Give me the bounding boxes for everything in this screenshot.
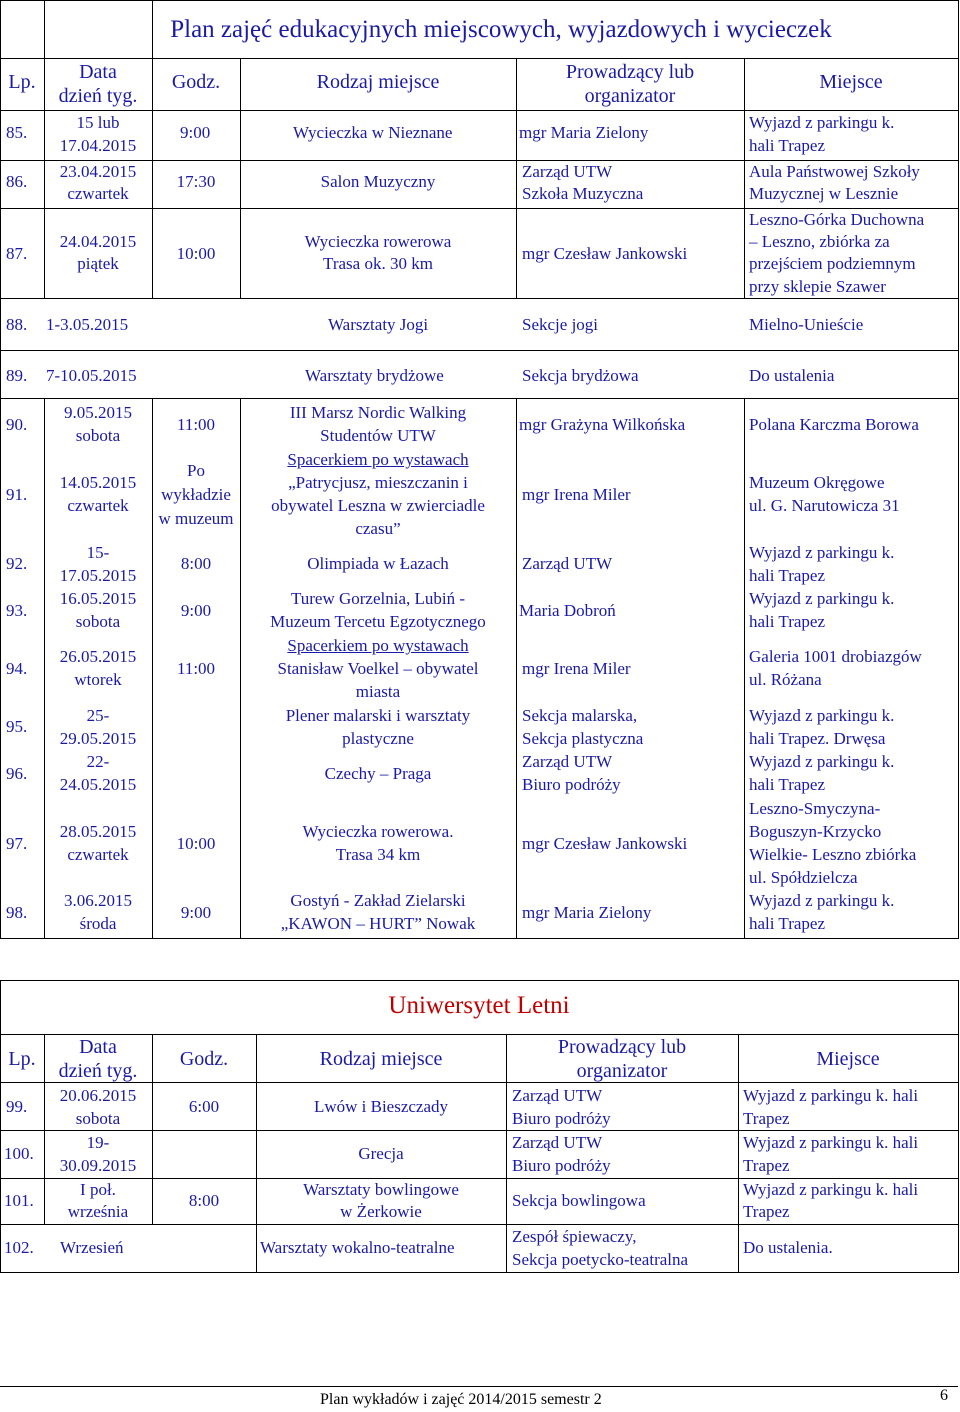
row-90-day: sobota (75, 426, 121, 445)
header-lp: Lp. (8, 71, 36, 93)
row-92-type: Olimpiada w Łazach (307, 554, 449, 573)
row-98-leader: mgr Maria Zielony (522, 903, 652, 922)
row-91-type-4: czasu” (355, 519, 401, 538)
row-93-date: 16.05.2015 (59, 589, 137, 608)
row-97-place: Leszno-Smyczyna- (749, 799, 881, 818)
summer-university-title: Uniwersytet Letni (388, 992, 570, 1019)
row-102-date: Wrzesień (60, 1238, 124, 1257)
row-94-place-2: ul. Różana (749, 670, 822, 689)
row-100-lp: 100. (4, 1144, 34, 1163)
row-102-place: Do ustalenia. (743, 1238, 833, 1257)
row-92-lp: 92. (6, 554, 28, 573)
row-100-place: Wyjazd z parkingu k. hali (743, 1133, 919, 1152)
header2-miejsce: Miejsce (816, 1048, 880, 1070)
row-92-time: 8:00 (180, 554, 212, 573)
row-86-lp: 86. (6, 172, 28, 191)
row-88-lp: 88. (6, 315, 28, 334)
row-99-date: 20.06.2015 (59, 1086, 137, 1105)
header2-day: dzień tyg. (58, 1060, 138, 1082)
header2-prowadzacy: Prowadzący lub (557, 1036, 687, 1058)
row-87-place: Leszno-Górka Duchowna (749, 210, 925, 229)
row-91-leader: mgr Irena Miler (522, 485, 631, 504)
row-91-type-2: „Patrycjusz, mieszczanin i (288, 473, 468, 492)
row-88-place: Mielno-Unieście (749, 315, 864, 334)
row-87-place-4: przy sklepie Szawer (749, 277, 886, 296)
row-91-time-3: w muzeum (158, 509, 234, 528)
row-86-place: Aula Państwowej Szkoły (749, 162, 920, 181)
row-86-leader: Zarząd UTW (522, 162, 613, 181)
row-100-leader-2: Biuro podróży (512, 1156, 611, 1175)
row-85-leader: mgr Maria Zielony (519, 123, 649, 142)
row-97-date: 28.05.2015 (59, 822, 137, 841)
page-number: 6 (940, 1387, 948, 1404)
row-95-type: Plener malarski i warsztaty (285, 706, 471, 725)
header-day: dzień tyg. (58, 85, 138, 107)
row-87-date: 24.04.2015 (59, 232, 137, 251)
row-92-place-2: hali Trapez (749, 566, 826, 585)
row-96-lp: 96. (6, 764, 28, 783)
row-87-place-3: przejściem podziemnym (749, 254, 916, 273)
row-85-lp: 85. (6, 123, 28, 142)
row-88-type: Warsztaty Jogi (328, 315, 429, 334)
row-90-leader: mgr Grażyna Wilkońska (519, 415, 686, 434)
row-96-date: 22- (86, 752, 110, 771)
row-102-lp: 102. (4, 1238, 34, 1257)
row-99-leader: Zarząd UTW (512, 1086, 603, 1105)
row-90-place: Polana Karczma Borowa (749, 415, 919, 434)
row-91-place: Muzeum Okręgowe (749, 473, 885, 492)
row-95-place-2: hali Trapez. Drwęsa (749, 729, 886, 748)
row-101-type-2: w Żerkowie (340, 1202, 422, 1221)
row-97-place-2: Boguszyn-Krzycko (749, 822, 882, 841)
row-95-leader: Sekcja malarska, (522, 706, 638, 725)
row-89-leader: Sekcja brydżowa (522, 366, 639, 385)
row-102-leader-2: Sekcja poetycko-teatralna (512, 1250, 689, 1269)
row-100-place-2: Trapez (743, 1156, 790, 1175)
row-94-date: 26.05.2015 (59, 647, 137, 666)
row-93-time: 9:00 (180, 601, 212, 620)
row-98-lp: 98. (6, 903, 28, 922)
row-94-leader: mgr Irena Miler (522, 659, 631, 678)
row-85-date: 15 lub (76, 113, 120, 132)
row-93-type: Turew Gorzelnia, Lubiń - (290, 589, 466, 608)
row-94-lp: 94. (6, 659, 28, 678)
row-99-place: Wyjazd z parkingu k. hali (743, 1086, 919, 1105)
row-98-place: Wyjazd z parkingu k. (749, 891, 895, 910)
row-94-type-3: miasta (355, 682, 401, 701)
row-88-date: 1-3.05.2015 (46, 315, 129, 334)
row-91-day: czwartek (67, 496, 129, 515)
row-95-date: 25- (86, 706, 110, 725)
row-101-date-2: września (67, 1202, 129, 1221)
row-101-place-2: Trapez (743, 1202, 790, 1221)
row-98-type: Gostyń - Zakład Zielarski (290, 891, 466, 910)
row-87-lp: 87. (6, 244, 28, 263)
row-86-date: 23.04.2015 (59, 162, 137, 181)
row-92-date: 15- (86, 543, 110, 562)
row-94-time: 11:00 (176, 659, 216, 678)
row-89-place: Do ustalenia (749, 366, 835, 385)
header2-organizator: organizator (576, 1060, 668, 1082)
row-86-leader-2: Szkoła Muzyczna (522, 184, 644, 203)
row-90-type-2: Studentów UTW (320, 426, 436, 445)
row-86-place-2: Muzycznej w Lesznie (749, 184, 899, 203)
row-97-type-2: Trasa 34 km (335, 845, 421, 864)
row-91-type-3: obywatel Leszna w zwierciadle (271, 496, 485, 515)
row-95-lp: 95. (6, 717, 28, 736)
row-90-type: III Marsz Nordic Walking (289, 403, 467, 422)
footer-text: Plan wykładów i zajęć 2014/2015 semestr 2 (320, 1391, 602, 1408)
row-91-time: Po (187, 461, 205, 480)
row-87-type: Wycieczka rowerowa (304, 232, 452, 251)
row-98-place-2: hali Trapez (749, 914, 826, 933)
row-86-time: 17:30 (176, 172, 216, 191)
row-96-date-2: 24.05.2015 (59, 775, 137, 794)
row-96-leader-2: Biuro podróży (522, 775, 621, 794)
header2-rodzaj: Rodzaj miejsce (319, 1048, 443, 1070)
row-92-date-2: 17.05.2015 (59, 566, 137, 585)
footer-rule (0, 1386, 958, 1387)
row-101-lp: 101. (4, 1191, 34, 1210)
row-87-place-2: – Leszno, zbiórka za (749, 232, 890, 251)
row-97-type: Wycieczka rowerowa. (302, 822, 454, 841)
header-godz: Godz. (171, 71, 221, 93)
row-102-leader: Zespół śpiewaczy, (512, 1227, 637, 1246)
header-miejsce: Miejsce (819, 71, 883, 93)
row-89-lp: 89. (6, 366, 28, 385)
row-100-date: 19- (86, 1133, 110, 1152)
row-94-place: Galeria 1001 drobiazgów (749, 647, 922, 666)
row-101-leader: Sekcja bowlingowa (512, 1191, 646, 1210)
row-97-time: 10:00 (176, 834, 216, 853)
row-100-type: Grecja (358, 1144, 404, 1163)
row-97-place-3: Wielkie- Leszno zbiórka (749, 845, 917, 864)
row-86-day: czwartek (67, 184, 129, 203)
row-101-type: Warsztaty bowlingowe (303, 1180, 459, 1199)
row-85-place-2: hali Trapez (749, 136, 826, 155)
row-94-type-2: Stanisław Voelkel – obywatel (277, 659, 479, 678)
row-87-time: 10:00 (176, 244, 216, 263)
row-91-type: Spacerkiem po wystawach (287, 450, 469, 469)
row-99-leader-2: Biuro podróży (512, 1109, 611, 1128)
row-101-date: I poł. (80, 1180, 116, 1199)
header2-godz: Godz. (179, 1048, 229, 1070)
header-organizator: organizator (584, 85, 676, 107)
row-102-type: Warsztaty wokalno-teatralne (260, 1238, 455, 1257)
row-87-type-2: Trasa ok. 30 km (323, 254, 433, 273)
row-98-date: 3.06.2015 (64, 891, 132, 910)
row-93-leader: Maria Dobroń (519, 601, 616, 620)
header2-data: Data (79, 1036, 117, 1058)
row-88-leader: Sekcje jogi (522, 315, 599, 334)
row-93-place: Wyjazd z parkingu k. (749, 589, 895, 608)
row-85-time: 9:00 (180, 123, 211, 142)
row-97-day: czwartek (67, 845, 129, 864)
row-98-time: 9:00 (180, 903, 212, 922)
row-97-leader: mgr Czesław Jankowski (522, 834, 688, 853)
row-96-type: Czechy – Praga (324, 764, 432, 783)
row-92-place: Wyjazd z parkingu k. (749, 543, 895, 562)
row-93-place-2: hali Trapez (749, 612, 826, 631)
row-91-time-2: wykładzie (161, 485, 231, 504)
row-85-type: Wycieczka w Nieznane (293, 123, 453, 142)
row-99-place-2: Trapez (743, 1109, 790, 1128)
row-87-day: piątek (77, 254, 119, 273)
header-prowadzacy: Prowadzący lub (565, 61, 695, 83)
row-94-day: wtorek (74, 670, 122, 689)
row-90-lp: 90. (6, 415, 28, 434)
row-94-type: Spacerkiem po wystawach (287, 636, 469, 655)
row-99-lp: 99. (6, 1097, 28, 1116)
row-99-time: 6:00 (188, 1097, 220, 1116)
row-90-date: 9.05.2015 (64, 403, 132, 422)
row-91-lp: 91. (6, 485, 28, 504)
row-99-type: Lwów i Bieszczady (313, 1097, 449, 1116)
header2-lp: Lp. (8, 1048, 36, 1070)
row-86-type: Salon Muzyczny (320, 172, 436, 191)
row-93-type-2: Muzeum Tercetu Egzotycznego (270, 612, 486, 631)
row-95-place: Wyjazd z parkingu k. (749, 706, 895, 725)
row-99-day: sobota (75, 1109, 121, 1128)
row-95-type-2: plastyczne (342, 729, 414, 748)
row-98-type-2: „KAWON – HURT” Nowak (280, 914, 476, 933)
row-90-time: 11:00 (176, 415, 216, 434)
header-data: Data (79, 61, 117, 83)
row-101-time: 8:00 (188, 1191, 220, 1210)
row-91-place-2: ul. G. Narutowicza 31 (749, 496, 900, 515)
row-95-date-2: 29.05.2015 (59, 729, 137, 748)
row-91-date: 14.05.2015 (59, 473, 137, 492)
row-89-date: 7-10.05.2015 (46, 366, 137, 385)
row-85-place: Wyjazd z parkingu k. (749, 113, 895, 132)
row-100-date-2: 30.09.2015 (59, 1156, 137, 1175)
row-92-leader: Zarząd UTW (522, 554, 613, 573)
row-93-lp: 93. (6, 601, 28, 620)
header-rodzaj: Rodzaj miejsce (316, 71, 440, 93)
row-85-day: 17.04.2015 (59, 136, 137, 155)
row-87-leader: mgr Czesław Jankowski (522, 244, 688, 263)
row-89-type: Warsztaty brydżowe (305, 366, 444, 385)
row-97-place-4: ul. Spółdzielcza (749, 868, 858, 887)
row-98-day: środa (79, 914, 117, 933)
row-101-place: Wyjazd z parkingu k. hali (743, 1180, 919, 1199)
row-93-day: sobota (75, 612, 121, 631)
table-title: Plan zajęć edukacyjnych miejscowych, wyjazdowych i wycieczek (170, 16, 832, 43)
row-96-place: Wyjazd z parkingu k. (749, 752, 895, 771)
row-96-place-2: hali Trapez (749, 775, 826, 794)
row-97-lp: 97. (6, 834, 28, 853)
row-96-leader: Zarząd UTW (522, 752, 613, 771)
row-100-leader: Zarząd UTW (512, 1133, 603, 1152)
row-95-leader-2: Sekcja plastyczna (522, 729, 644, 748)
